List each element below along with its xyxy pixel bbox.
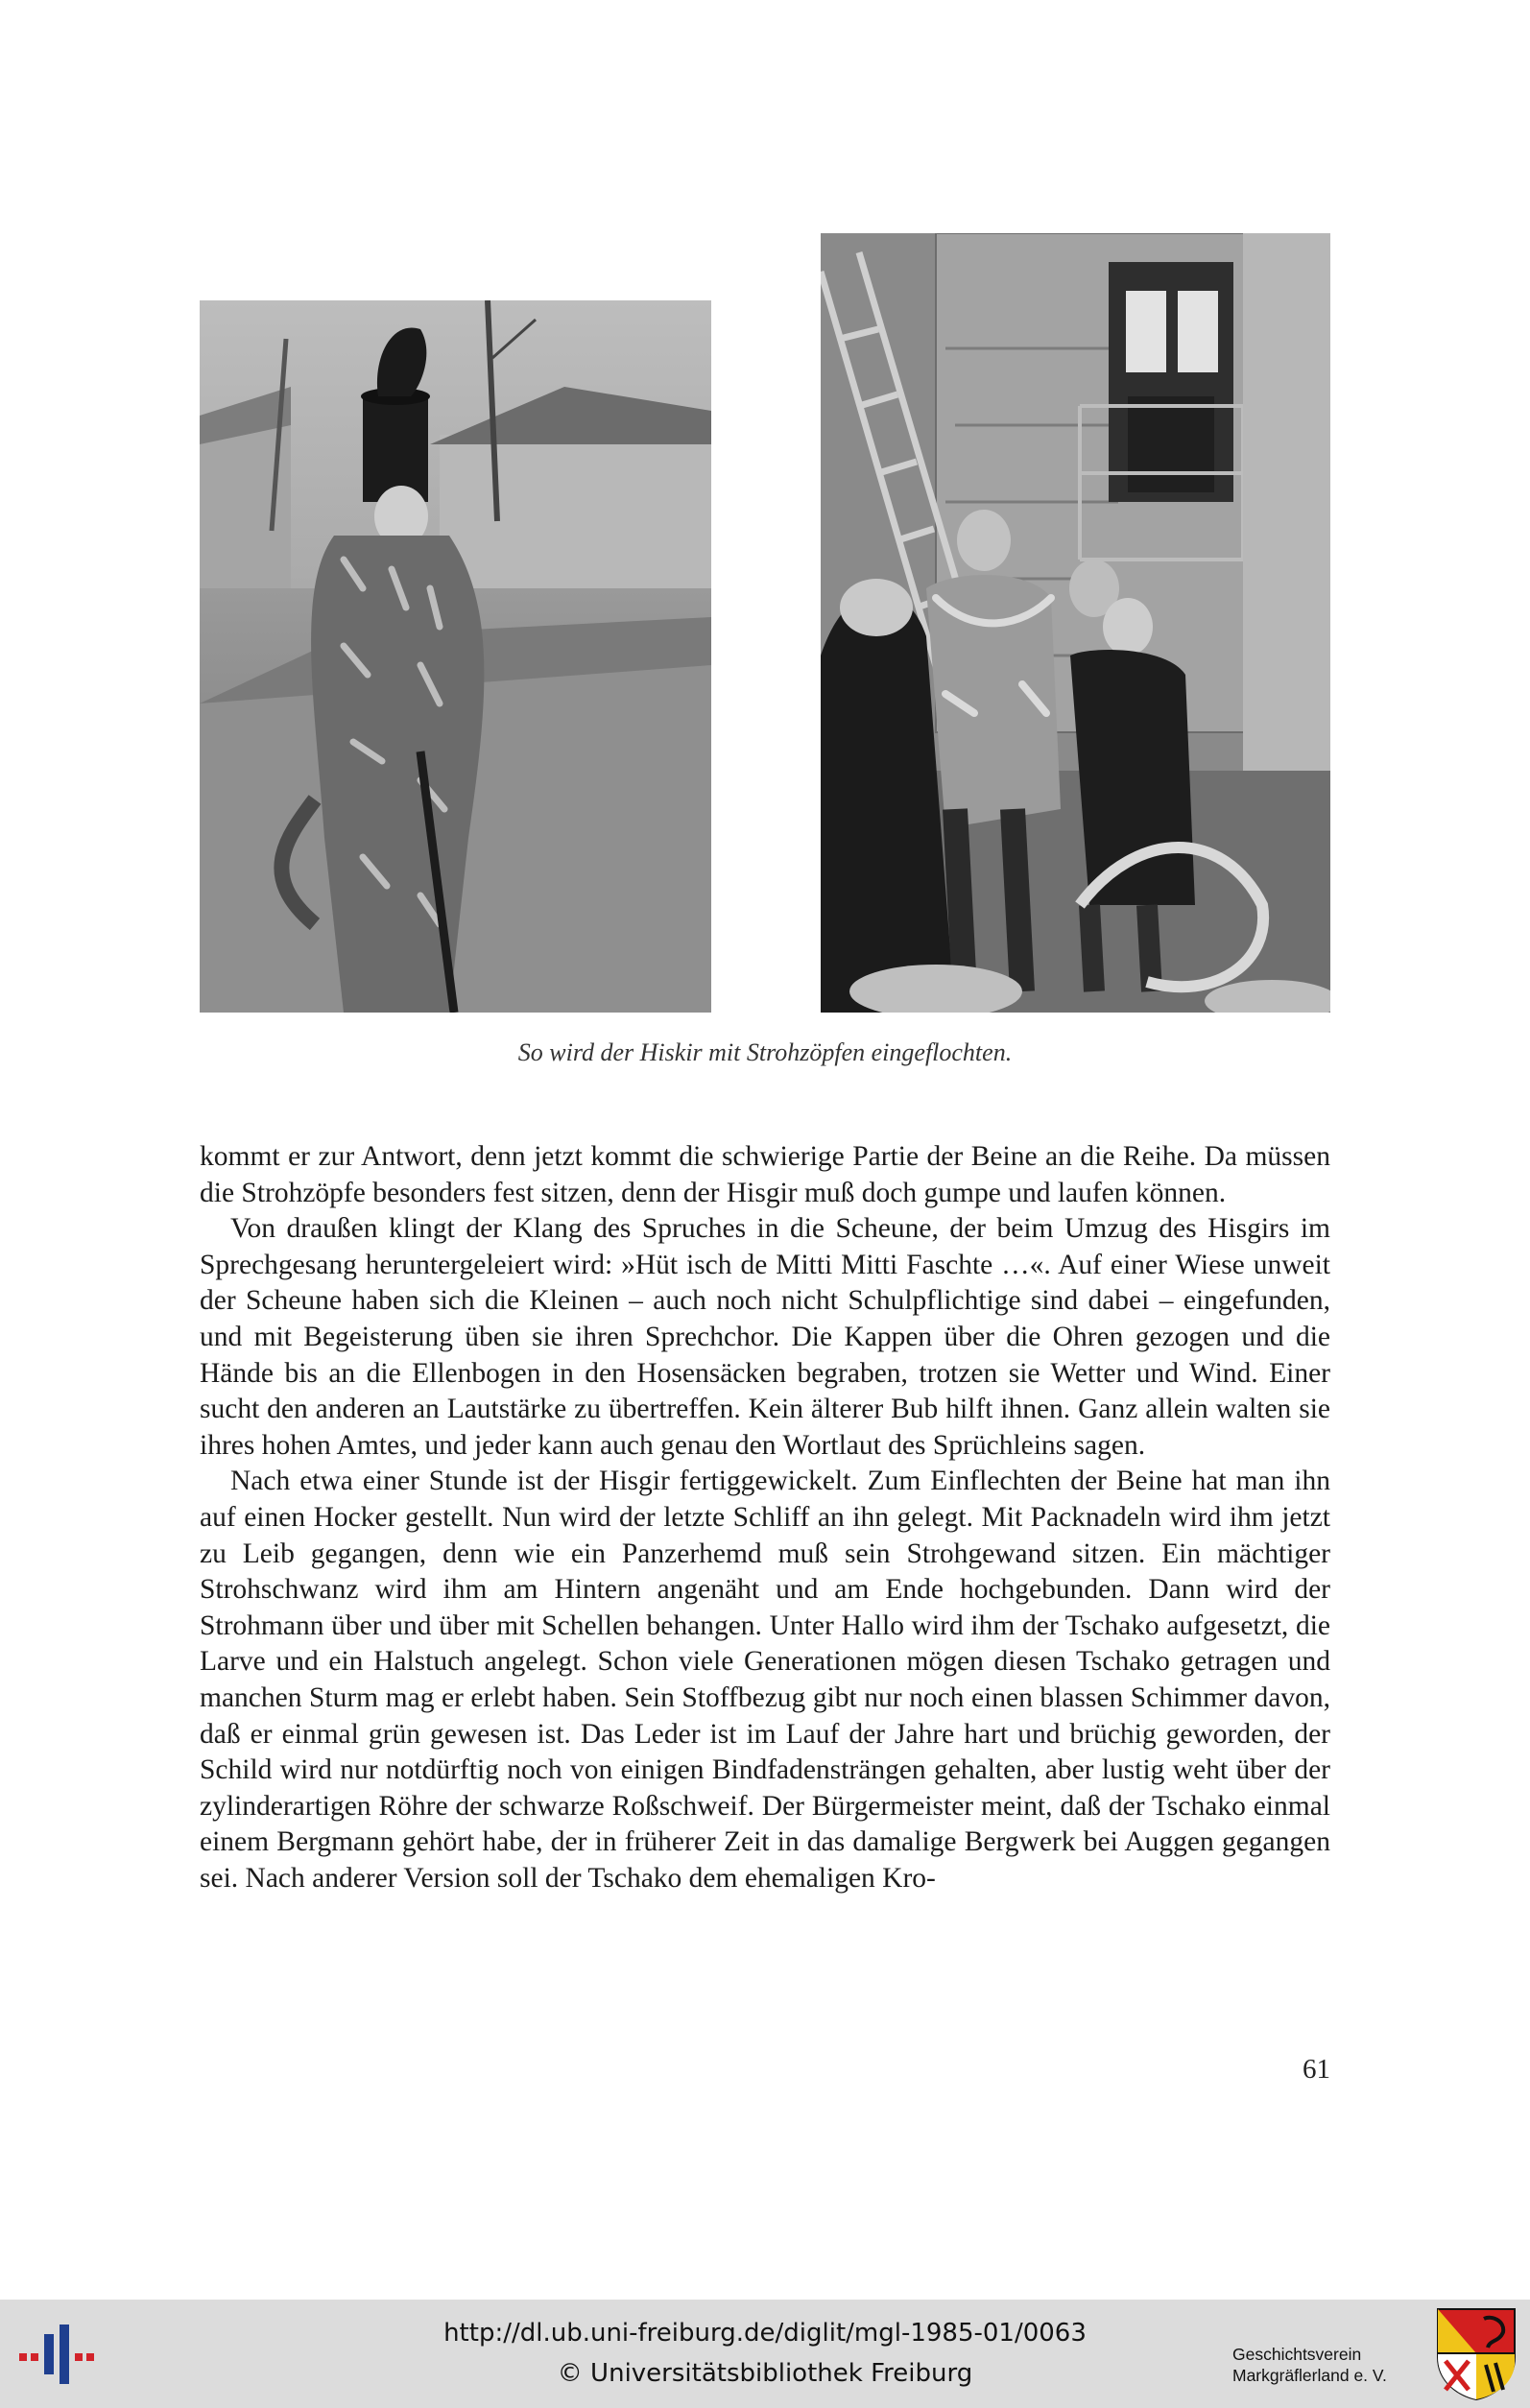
photo-hiskir-figure [200, 300, 711, 1013]
photo-caption: So wird der Hiskir mit Strohzöpfen eingeflochten. [517, 1038, 1013, 1066]
page-number: 61 [1303, 2054, 1330, 2085]
paragraph: Nach etwa einer Stunde ist der Hisgir fertiggewickelt. Zum Einflechten der Beine hat man ihn auf einen Hocker gestellt. Nun wird der letzte Schliff an ihn gelegt. Mit Packnadeln wird ihm jetzt zu Leib gegangen, denn wie ein Panzerhemd muß sein Strohgewand sitzen. Ein mächtiger Strohschwanz wird ihm am Hintern angenäht und am Ende hochgebunden. Dann wird der Strohmann über und über mit Schellen behangen. Unter Hallo wird ihm der Tschako aufgesetzt, die Larve und ein Halstuch angelegt. Schon viele Generationen mögen diesen Tschako getragen und manchen Sturm mag er erlebt haben. Sein Stoffbezug gibt nur noch einen blassen Schimmer davon, daß er einmal grün gewesen ist. Das Leder ist im Lauf der Jahre hart und brüchig geworden, der Schild wird nur notdürftig noch von einigen Bindfadensträngen gehalten, aber lustig weht über der zylinderartigen Röhre der schwarze Roßschweif. Der Bürgermeister meint, daß der Tschako einmal einem Bergmann gehört habe, der in früherer Zeit in das damalige Bergwerk bei Auggen gegangen sei. Nach anderer Version soll der Tschako dem ehemaligen Kro- [200, 1466, 1330, 1894]
photo-hiskir-figure-image [200, 300, 711, 1013]
paragraph: Von draußen klingt der Klang des Spruches in die Scheune, der beim Umzug des Hisgirs im Sprechgesang heruntergeleiert wird: »Hüt isch de Mitti Mitti Faschte …«. Auf einer Wiese unweit der Scheune haben sich die Kleinen – auch noch nicht Schulpflichtige sind dabei – eingefunden, und mit Begeisterung üben sie ihren Sprechchor. Die Kappen über die Ohren gezogen und die Hände bis an die Ellenbogen in den Hosensäcken begraben, trotzen sie Wetter und Wind. Einer sucht den anderen an Lautstärke zu übertreffen. Kein älterer Bub hilft ihnen. Ganz allein walten sie ihres hohen Amtes, und jeder kann auch genau den Wortlaut des Sprüchleins sagen. [200, 1213, 1330, 1461]
society-name [1232, 2344, 1434, 2386]
society-name-line1: Geschichtsverein [1232, 2345, 1362, 2364]
society-name-line2: Markgräflerland e. V. [1232, 2366, 1387, 2385]
article-body [200, 1139, 1330, 1896]
photo-straw-wrapping [821, 233, 1330, 1013]
source-url-link[interactable]: http://dl.ub.uni-freiburg.de/diglit/mgl-1985-01/0063 [443, 2319, 1087, 2348]
photo-straw-wrapping-image [821, 233, 1330, 1013]
copyright-notice: © Universitätsbibliothek Freiburg [557, 2359, 973, 2388]
paragraph: kommt er zur Antwort, denn jetzt kommt die schwierige Partie der Beine an die Reihe. Da müssen die Strohzöpfe besonders fest sitzen, denn der Hisgir muß doch gumpe und laufen können. [200, 1141, 1330, 1208]
society-crest-icon [1436, 2307, 1517, 2401]
footer-bar [0, 2300, 1530, 2408]
